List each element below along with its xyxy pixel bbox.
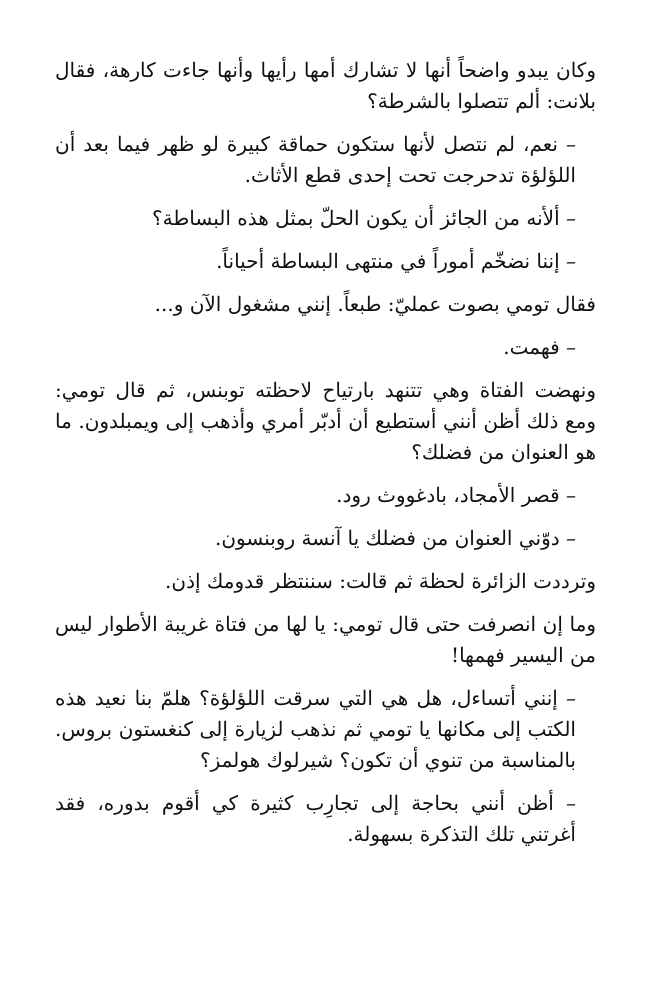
paragraph-dialogue: – أظن أنني بحاجة إلى تجارِب كثيرة كي أقوم بدوره، فقد أغرتني تلك التذكرة بسهولة. xyxy=(55,791,576,846)
paragraph-narration: وترددت الزائرة لحظة ثم قالت: سننتظر قدومك إذن. xyxy=(165,569,596,593)
paragraph-dialogue: – إنني أتساءل، هل هي التي سرقت اللؤلؤة؟ هلمّ بنا نعيد هذه الكتب إلى مكانها يا تومي ثم نذهب لزيارة إلى كنغستون بروس. بالمناسبة من تنوي أن تكون؟ شيرلوك هولمز؟ xyxy=(55,686,576,772)
paragraph-narration: وكان يبدو واضحاً أنها لا تشارك أمها رأيها وأنها جاءت كارهة، فقال بلانت: ألم تتصلوا بالشرطة؟ xyxy=(55,58,596,113)
paragraph-dialogue: – فهمت. xyxy=(503,335,576,359)
paragraph-narration: ونهضت الفتاة وهي تتنهد بارتياح لاحظته توبنس، ثم قال تومي: ومع ذلك أظن أنني أستطيع أن أدبّر أمري وأذهب إلى ويمبلدون. ما هو العنوان من فضلك؟ xyxy=(55,378,596,464)
paragraph-dialogue: – قصر الأمجاد، بادغووث رود. xyxy=(336,483,576,507)
paragraph-dialogue: – ألأنه من الجائز أن يكون الحلّ بمثل هذه البساطة؟ xyxy=(152,206,576,230)
paragraph-dialogue: – دوّني العنوان من فضلك يا آنسة روبنسون. xyxy=(214,526,576,550)
paragraph-dialogue: – إننا نضخّم أموراً في منتهى البساطة أحياناً. xyxy=(216,249,576,273)
paragraph-narration: فقال تومي بصوت عمليّ: طبعاً. إنني مشغول الآن و... xyxy=(154,292,596,316)
paragraph-narration: وما إن انصرفت حتى قال تومي: يا لها من فتاة غريبة الأطوار ليس من اليسير فهمها! xyxy=(55,612,596,667)
paragraph-dialogue: – نعم، لم نتصل لأنها ستكون حماقة كبيرة لو ظهر فيما بعد أن اللؤلؤة تدحرجت تحت إحدى قطع الأثاث. xyxy=(55,132,576,187)
